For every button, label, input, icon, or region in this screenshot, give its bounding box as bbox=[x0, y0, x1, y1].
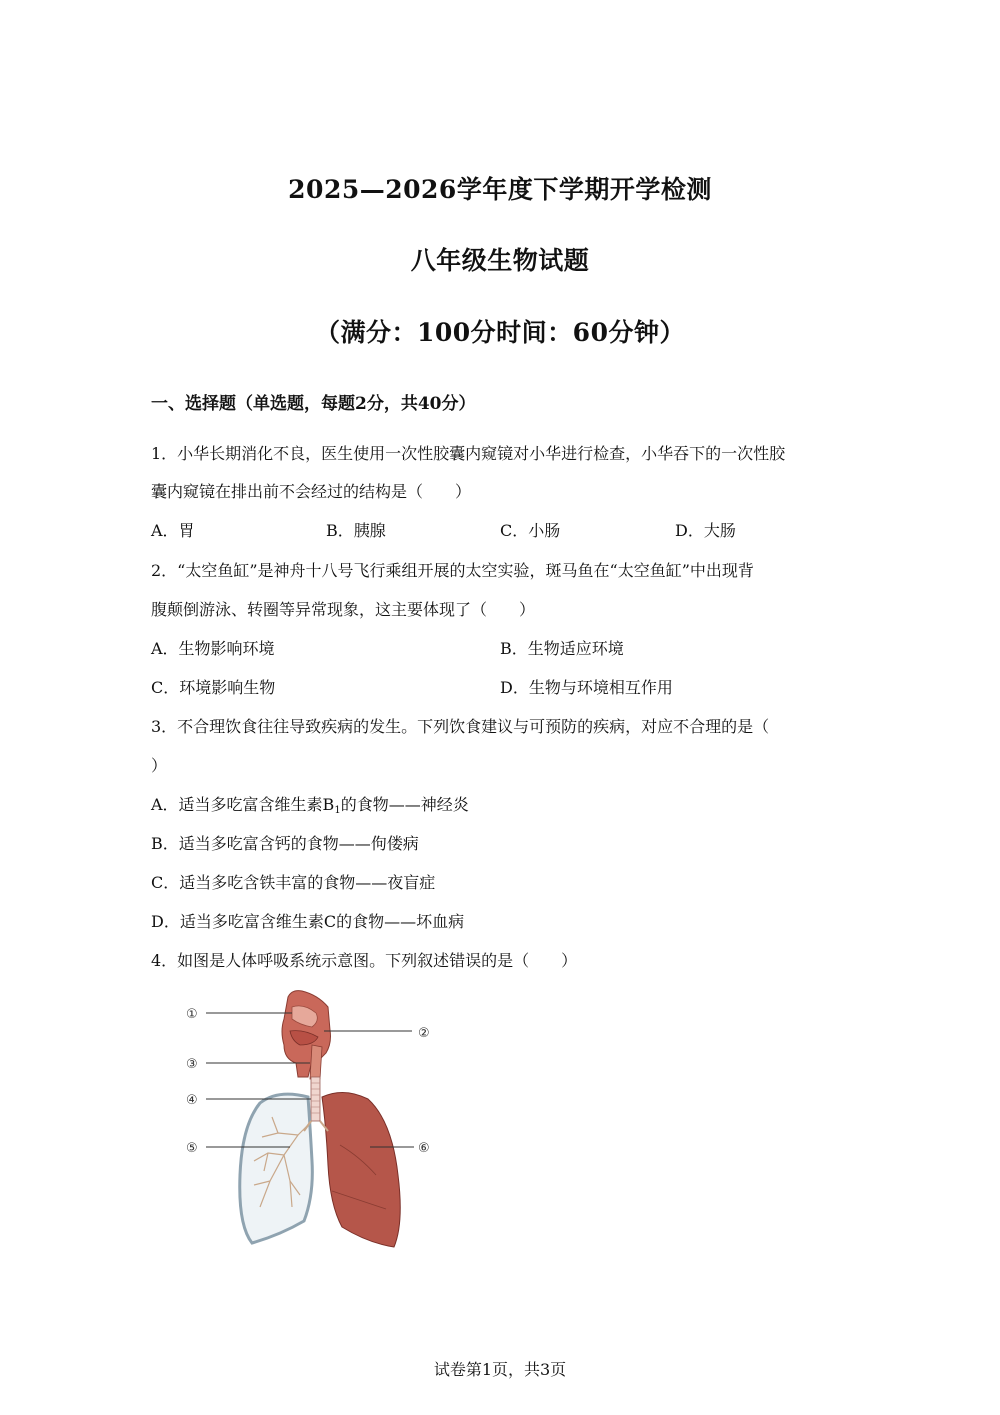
q1-option-c: C．小肠 bbox=[500, 521, 561, 540]
q2-option-a: A．生物影响环境 bbox=[151, 639, 275, 658]
label-6: ⑥ bbox=[418, 1141, 430, 1156]
section-heading: 一、选择题（单选题，每题2分，共40分） bbox=[151, 394, 476, 414]
q3-option-b: B．适当多吃富含钙的食物——佝偻病 bbox=[151, 834, 419, 853]
right-lung bbox=[322, 1092, 400, 1247]
q1-option-a: A．胃 bbox=[151, 521, 195, 540]
q1-option-d: D．大肠 bbox=[675, 521, 736, 540]
label-4: ④ bbox=[186, 1093, 198, 1108]
page-footer: 试卷第1页，共3页 bbox=[433, 1360, 567, 1379]
question-1-line-2: 囊内窥镜在排出前不会经过的结构是（ ） bbox=[151, 482, 472, 501]
label-5: ⑤ bbox=[186, 1141, 198, 1156]
q3-option-a-tail: 的食物——神经炎 bbox=[340, 795, 469, 814]
trachea bbox=[311, 1077, 320, 1121]
exam-subtitle: 八年级生物试题 bbox=[410, 246, 590, 275]
label-2: ② bbox=[418, 1026, 430, 1041]
q2-option-b: B．生物适应环境 bbox=[500, 639, 624, 658]
exam-info: （满分：100分时间：60分钟） bbox=[315, 318, 685, 347]
question-3-line-2: ） bbox=[151, 756, 168, 775]
label-3: ③ bbox=[186, 1057, 198, 1072]
respiratory-system-figure bbox=[180, 985, 450, 1255]
q1-option-b: B．胰腺 bbox=[326, 521, 386, 540]
q3-option-a-subscript: 1 bbox=[334, 805, 341, 816]
q2-option-d: D．生物与环境相互作用 bbox=[500, 678, 673, 697]
question-4-line-1: 4．如图是人体呼吸系统示意图。下列叙述错误的是（ ） bbox=[151, 951, 578, 970]
question-3-line-1: 3．不合理饮食往往导致疾病的发生。下列饮食建议与可预防的疾病，对应不合理的是（ bbox=[151, 717, 770, 736]
larynx bbox=[310, 1045, 322, 1079]
q3-option-a-text: A．适当多吃富含维生素B bbox=[151, 795, 335, 814]
question-2-line-2: 腹颠倒游泳、转圈等异常现象，这主要体现了（ ） bbox=[151, 600, 536, 619]
q3-option-c: C．适当多吃含铁丰富的食物——夜盲症 bbox=[151, 873, 436, 892]
question-2-line-1: 2．“太空鱼缸”是神舟十八号飞行乘组开展的太空实验，斑马鱼在“太空鱼缸”中出现背 bbox=[151, 561, 754, 580]
exam-title: 2025—2026学年度下学期开学检测 bbox=[288, 175, 712, 204]
q3-option-a bbox=[151, 795, 469, 821]
q3-option-d: D．适当多吃富含维生素C的食物——坏血病 bbox=[151, 912, 465, 931]
question-1-line-1: 1．小华长期消化不良，医生使用一次性胶囊内窥镜对小华进行检查，小华吞下的一次性胶 bbox=[151, 444, 786, 463]
label-1: ① bbox=[186, 1007, 198, 1022]
q2-option-c: C．环境影响生物 bbox=[151, 678, 276, 697]
